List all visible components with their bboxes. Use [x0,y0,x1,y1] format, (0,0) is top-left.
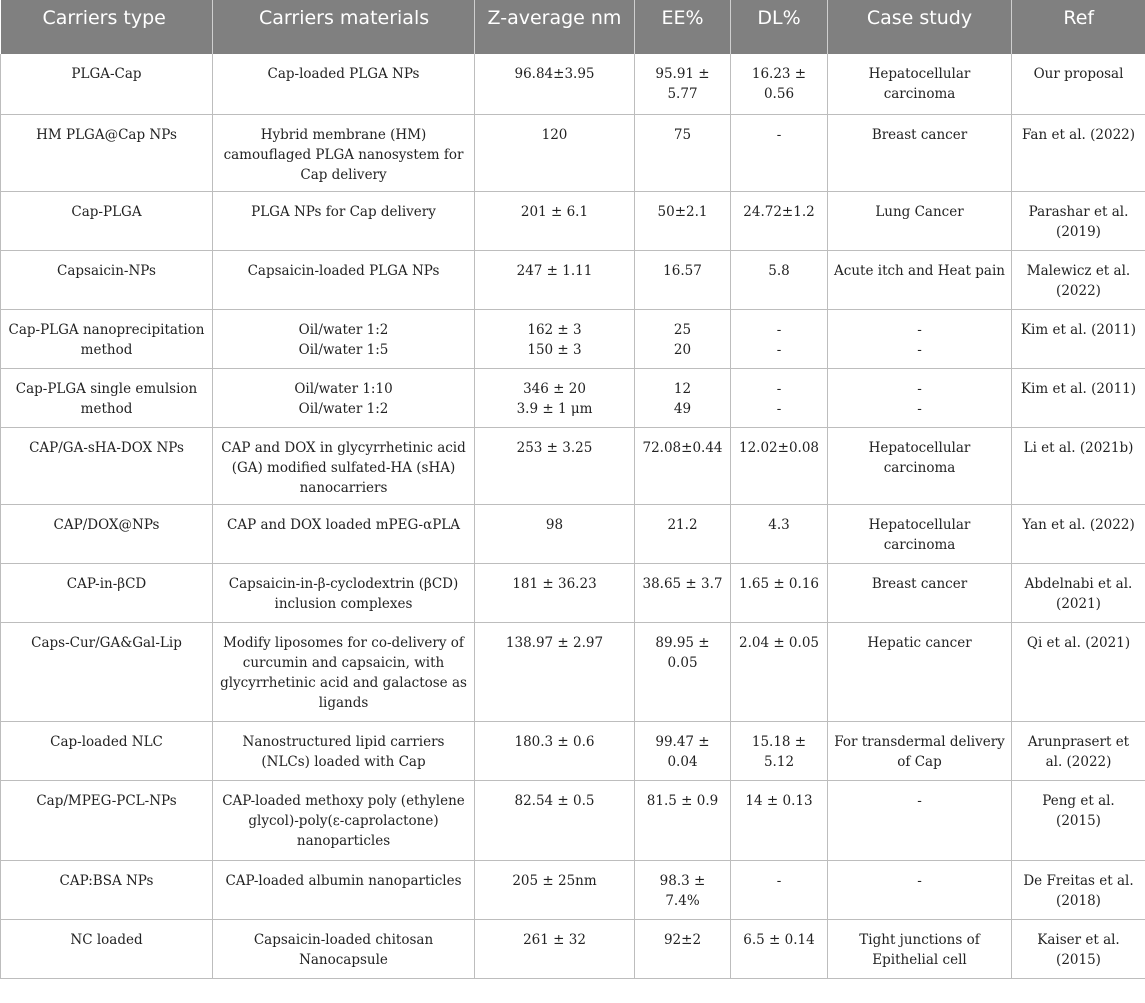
cell-carriers-type: Capsaicin-NPs [1,250,213,309]
cell-ee-line: 20 [673,341,692,358]
cell-z-average: 82.54 ± 0.5 [475,780,635,860]
cell-case-study: Breast cancer [828,114,1012,191]
cell-carriers-type: NC loaded [1,919,213,978]
cell-ee: 16.57 [635,250,731,309]
cell-ref: Fan et al. (2022) [1012,114,1145,191]
header-case-study: Case study [828,0,1012,54]
cell-dl-line: - [776,341,782,358]
cell-carriers-type: Cap-PLGA single emulsion method [1,368,213,427]
cell-carriers-materials: Hybrid membrane (HM) camouflaged PLGA nanosystem for Cap delivery [213,114,475,191]
cell-carriers-materials-line: Oil/water 1:5 [298,341,389,358]
cell-z-average: 181 ± 36.23 [475,563,635,622]
cell-case-study [828,368,1012,427]
header-row [1,0,1145,54]
table-row [1,622,1145,721]
header-z-average: Z-average nm [475,0,635,54]
cell-ee-line: 49 [673,400,692,417]
cell-case-study: - [828,860,1012,919]
cell-dl: 4.3 [731,504,828,563]
cell-z-average-line: 162 ± 3 [527,321,582,338]
table-row [1,919,1145,978]
cell-z-average: 98 [475,504,635,563]
cell-case-study: Hepatic cancer [828,622,1012,721]
cell-z-average [475,309,635,368]
cell-dl-line: - [776,321,782,338]
cell-ee [635,368,731,427]
cell-z-average-line: 346 ± 20 [523,380,586,397]
cell-carriers-materials: Cap-loaded PLGA NPs [213,54,475,114]
table-header [1,0,1145,54]
cell-carriers-type: CAP-in-βCD [1,563,213,622]
cell-ee [635,309,731,368]
cell-ref: Kim et al. (2011) [1012,309,1145,368]
cell-carriers-materials: Capsaicin-loaded chitosan Nanocapsule [213,919,475,978]
cell-ref: Qi et al. (2021) [1012,622,1145,721]
cell-ee: 98.3 ± 7.4% [635,860,731,919]
cell-ee: 72.08±0.44 [635,427,731,504]
cell-case-study: - [828,780,1012,860]
cell-carriers-type: Cap-PLGA [1,191,213,250]
cell-ee: 89.95 ± 0.05 [635,622,731,721]
cell-dl: 12.02±0.08 [731,427,828,504]
cell-case-study: Hepatocellular carcinoma [828,427,1012,504]
table-row [1,114,1145,191]
cell-z-average-line: 3.9 ± 1 μm [516,400,593,417]
cell-dl: 15.18 ± 5.12 [731,721,828,780]
cell-z-average: 120 [475,114,635,191]
cell-ref: Yan et al. (2022) [1012,504,1145,563]
cell-ee-line: 25 [673,321,692,338]
cell-carriers-type: PLGA-Cap [1,54,213,114]
cell-carriers-type: CAP:BSA NPs [1,860,213,919]
cell-case-study [828,309,1012,368]
cell-carriers-type: Cap-PLGA nanoprecipitation method [1,309,213,368]
cell-ref: Abdelnabi et al. (2021) [1012,563,1145,622]
cell-carriers-materials: Nanostructured lipid carriers (NLCs) loaded with Cap [213,721,475,780]
cell-carriers-materials: CAP-loaded albumin nanoparticles [213,860,475,919]
cell-case-study: Acute itch and Heat pain [828,250,1012,309]
header-dl: DL% [731,0,828,54]
cell-dl: 2.04 ± 0.05 [731,622,828,721]
cell-carriers-type: Caps-Cur/GA&Gal-Lip [1,622,213,721]
cell-z-average: 138.97 ± 2.97 [475,622,635,721]
cell-case-study-line: - [917,380,922,397]
header-ee: EE% [635,0,731,54]
table-body [1,54,1145,978]
table-row [1,368,1145,427]
cell-ref: Our proposal [1012,54,1145,114]
cell-carriers-materials: PLGA NPs for Cap delivery [213,191,475,250]
cell-carriers-materials-line: Oil/water 1:10 [294,380,393,397]
cell-case-study: Hepatocellular carcinoma [828,504,1012,563]
cell-ee: 92±2 [635,919,731,978]
cell-carriers-materials: CAP and DOX in glycyrrhetinic acid (GA) modified sulfated-HA (sHA) nanocarriers [213,427,475,504]
cell-ref: Li et al. (2021b) [1012,427,1145,504]
cell-ref: Kim et al. (2011) [1012,368,1145,427]
header-ref: Ref [1012,0,1145,54]
cell-ee: 95.91 ± 5.77 [635,54,731,114]
cell-ref: De Freitas et al. (2018) [1012,860,1145,919]
cell-case-study: Breast cancer [828,563,1012,622]
table-row [1,780,1145,860]
cell-ee: 38.65 ± 3.7 [635,563,731,622]
cell-carriers-materials: Capsaicin-in-β-cyclodextrin (βCD) inclusion complexes [213,563,475,622]
cell-dl [731,309,828,368]
cell-dl: - [731,860,828,919]
cell-carriers-materials: Capsaicin-loaded PLGA NPs [213,250,475,309]
table-row [1,721,1145,780]
cell-carriers-materials-line: Oil/water 1:2 [298,400,389,417]
cell-carriers-materials-line: Oil/water 1:2 [298,321,389,338]
cell-ee: 99.47 ± 0.04 [635,721,731,780]
cell-dl: 16.23 ± 0.56 [731,54,828,114]
cell-z-average: 247 ± 1.11 [475,250,635,309]
cell-case-study-line: - [917,400,922,417]
cell-dl-line: - [776,380,782,397]
cell-z-average: 201 ± 6.1 [475,191,635,250]
cell-z-average: 205 ± 25nm [475,860,635,919]
header-carriers-materials: Carriers materials [213,0,475,54]
cell-ref: Arunprasert et al. (2022) [1012,721,1145,780]
cell-carriers-type: Cap-loaded NLC [1,721,213,780]
table-row [1,191,1145,250]
cell-carriers-type: Cap/MPEG-PCL-NPs [1,780,213,860]
cell-ref: Peng et al. (2015) [1012,780,1145,860]
table-row [1,309,1145,368]
cell-carriers-materials: Modify liposomes for co-delivery of curcumin and capsaicin, with glycyrrhetinic acid and galactose as ligands [213,622,475,721]
cell-case-study: For transdermal delivery of Cap [828,721,1012,780]
cell-carriers-type: CAP/GA-sHA-DOX NPs [1,427,213,504]
cell-dl-line: - [776,400,782,417]
table-row [1,427,1145,504]
cell-z-average [475,368,635,427]
cell-z-average: 96.84±3.95 [475,54,635,114]
cell-z-average: 253 ± 3.25 [475,427,635,504]
cell-dl [731,368,828,427]
cell-dl: 5.8 [731,250,828,309]
cell-ee: 50±2.1 [635,191,731,250]
cell-dl: - [731,114,828,191]
cell-carriers-materials: CAP and DOX loaded mPEG-αPLA [213,504,475,563]
cell-ee: 75 [635,114,731,191]
cell-case-study: Tight junctions of Epithelial cell [828,919,1012,978]
table-row [1,860,1145,919]
cell-case-study-line: - [917,321,922,338]
table-row [1,250,1145,309]
cell-carriers-materials [213,309,475,368]
cell-z-average-line: 150 ± 3 [527,341,582,358]
cell-case-study: Hepatocellular carcinoma [828,54,1012,114]
cell-dl: 1.65 ± 0.16 [731,563,828,622]
cell-ee: 21.2 [635,504,731,563]
cell-case-study: Lung Cancer [828,191,1012,250]
header-carriers-type: Carriers type [1,0,213,54]
cell-dl: 6.5 ± 0.14 [731,919,828,978]
cell-ee-line: 12 [673,380,692,397]
table-row [1,563,1145,622]
cell-z-average: 261 ± 32 [475,919,635,978]
cell-carriers-materials [213,368,475,427]
cell-ref: Malewicz et al. (2022) [1012,250,1145,309]
cell-carriers-type: HM PLGA@Cap NPs [1,114,213,191]
table-row [1,504,1145,563]
cell-case-study-line: - [917,341,922,358]
table-row [1,54,1145,114]
cell-ee: 81.5 ± 0.9 [635,780,731,860]
cell-ref: Kaiser et al. (2015) [1012,919,1145,978]
cell-dl: 14 ± 0.13 [731,780,828,860]
cell-carriers-type: CAP/DOX@NPs [1,504,213,563]
cell-dl: 24.72±1.2 [731,191,828,250]
cell-carriers-materials: CAP-loaded methoxy poly (ethylene glycol)-poly(ε-caprolactone) nanoparticles [213,780,475,860]
cell-z-average: 180.3 ± 0.6 [475,721,635,780]
cell-ref: Parashar et al. (2019) [1012,191,1145,250]
